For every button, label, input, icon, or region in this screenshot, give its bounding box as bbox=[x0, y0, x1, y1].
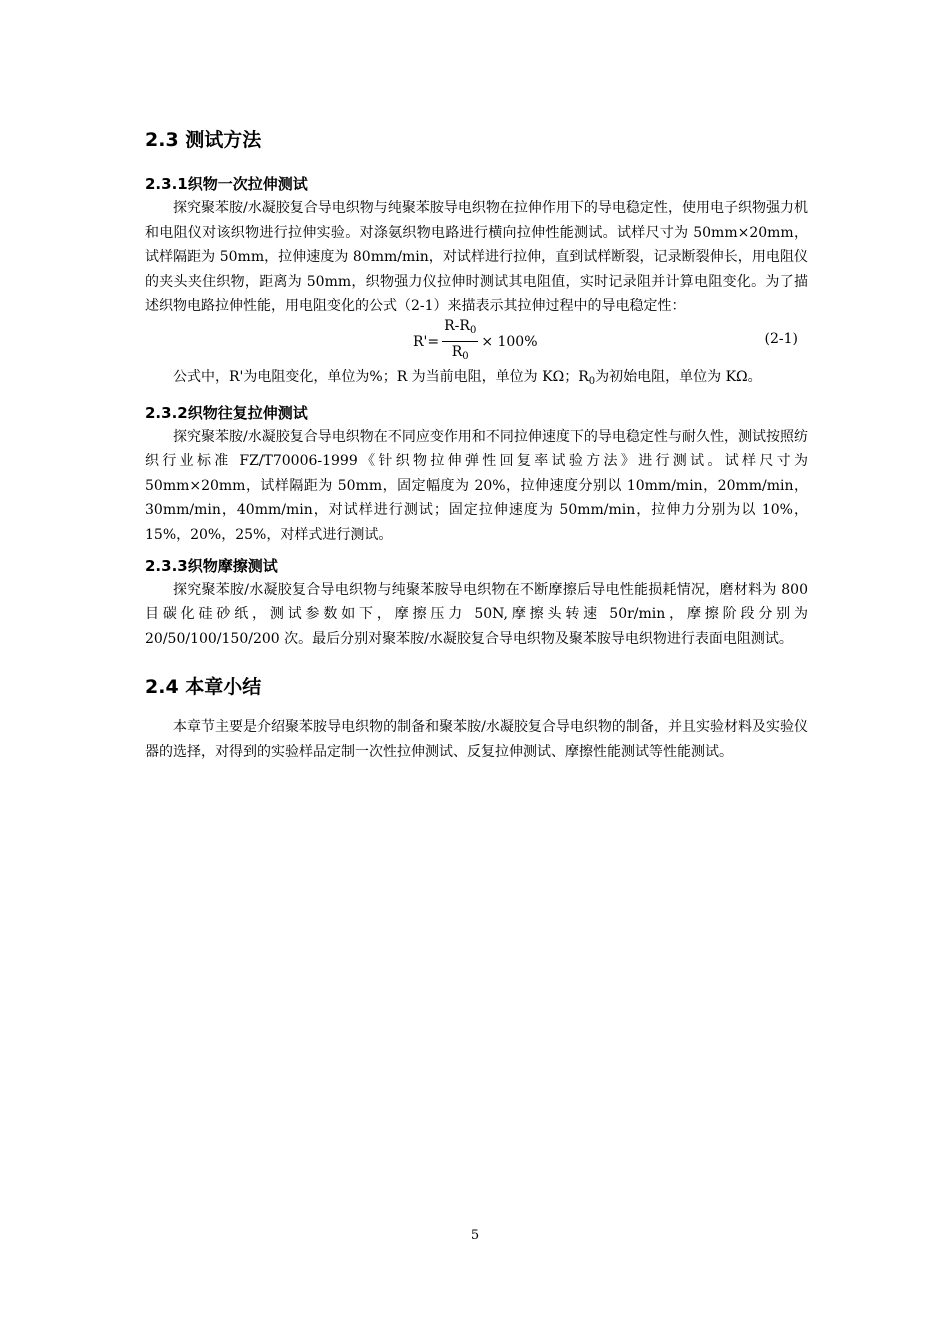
equation-number: (2-1) bbox=[764, 330, 798, 347]
paragraph-2-3-3: 探究聚苯胺/水凝胶复合导电织物与纯聚苯胺导电织物在不断摩擦后导电性能损耗情况，磨材料为 800 目碳化硅砂纸，测试参数如下，摩擦压力 50N,摩擦头转速 50r/min，摩擦阶段分别为 20/50/100/150/200 次。最后分别对聚苯胺/水凝胶复合导电织物及聚苯胺导电织物进行表面电阻测试。 bbox=[145, 581, 808, 647]
formula-rhs: × 100% bbox=[481, 333, 538, 350]
equation-2-1 bbox=[145, 319, 808, 365]
formula-numerator: $R-R_0$ bbox=[442, 317, 478, 342]
subsection-heading-2-3-2: 2.3.2织物往复拉伸测试 bbox=[145, 403, 308, 422]
formula-denominator: $R_0$ bbox=[451, 344, 469, 363]
formula-fraction bbox=[442, 317, 478, 366]
formula-lhs: R'= bbox=[413, 333, 440, 350]
paragraph-2-3-1-formula-explanation: 公式中，R'为电阻变化，单位为%；R 为当前电阻，单位为 KΩ；$R_0$为初始电阻，单位为 KΩ。 bbox=[173, 368, 762, 387]
page-content bbox=[145, 126, 808, 765]
section-heading-2-3: 2.3 测试方法 bbox=[145, 129, 262, 151]
paragraph-2-3-1-intro: 探究聚苯胺/水凝胶复合导电织物与纯聚苯胺导电织物在拉伸作用下的导电稳定性，使用电子织物强力机和电阻仪对该织物进行拉伸实验。对涤氨织物电路进行横向拉伸性能测试。试样尺寸为 50mm×20mm，试样隔距为 50mm，拉伸速度为 80mm/min，对试样进行拉伸，直到试样断裂，记录断裂伸长，用电阻仪的夹头夹住织物，距离为 50mm，织物强力仪拉伸时测试其电阻值，实时记录阻并计算电阻变化。为了描述织物电路拉伸性能，用电阻变化的公式（2-1）来描表示其拉伸过程中的导电稳定性： bbox=[145, 200, 808, 315]
section-heading-2-4: 2.4 本章小结 bbox=[145, 676, 262, 699]
page-number: 5 bbox=[470, 1228, 480, 1243]
paragraph-2-4-summary: 本章节主要是介绍聚苯胺导电织物的制备和聚苯胺/水凝胶复合导电织物的制备，并且实验材料及实验仪器的选择，对得到的实验样品定制一次性拉伸测试、反复拉伸测试、摩擦性能测试等性能测试。 bbox=[145, 719, 808, 760]
subsection-heading-2-3-1: 2.3.1织物一次拉伸测试 bbox=[145, 175, 308, 193]
formula-expression bbox=[413, 320, 538, 364]
paragraph-2-3-2: 探究聚苯胺/水凝胶复合导电织物在不同应变作用和不同拉伸速度下的导电稳定性与耐久性，测试按照纺织行业标准 FZ/T70006-1999《针织物拉伸弹性回复率试验方法》进行测试。试样尺寸为 50mm×20mm，试样隔距为 50mm，固定幅度为 20%，拉伸速度分别以 10mm/min，20mm/min，30mm/min，40mm/min，对试样进行测试；固定拉伸速度为 50mm/min，拉伸力分别为以 10%，15%，20%，25%，对样式进行测试。 bbox=[145, 428, 808, 543]
subsection-heading-2-3-3: 2.3.3织物摩擦测试 bbox=[145, 556, 278, 575]
